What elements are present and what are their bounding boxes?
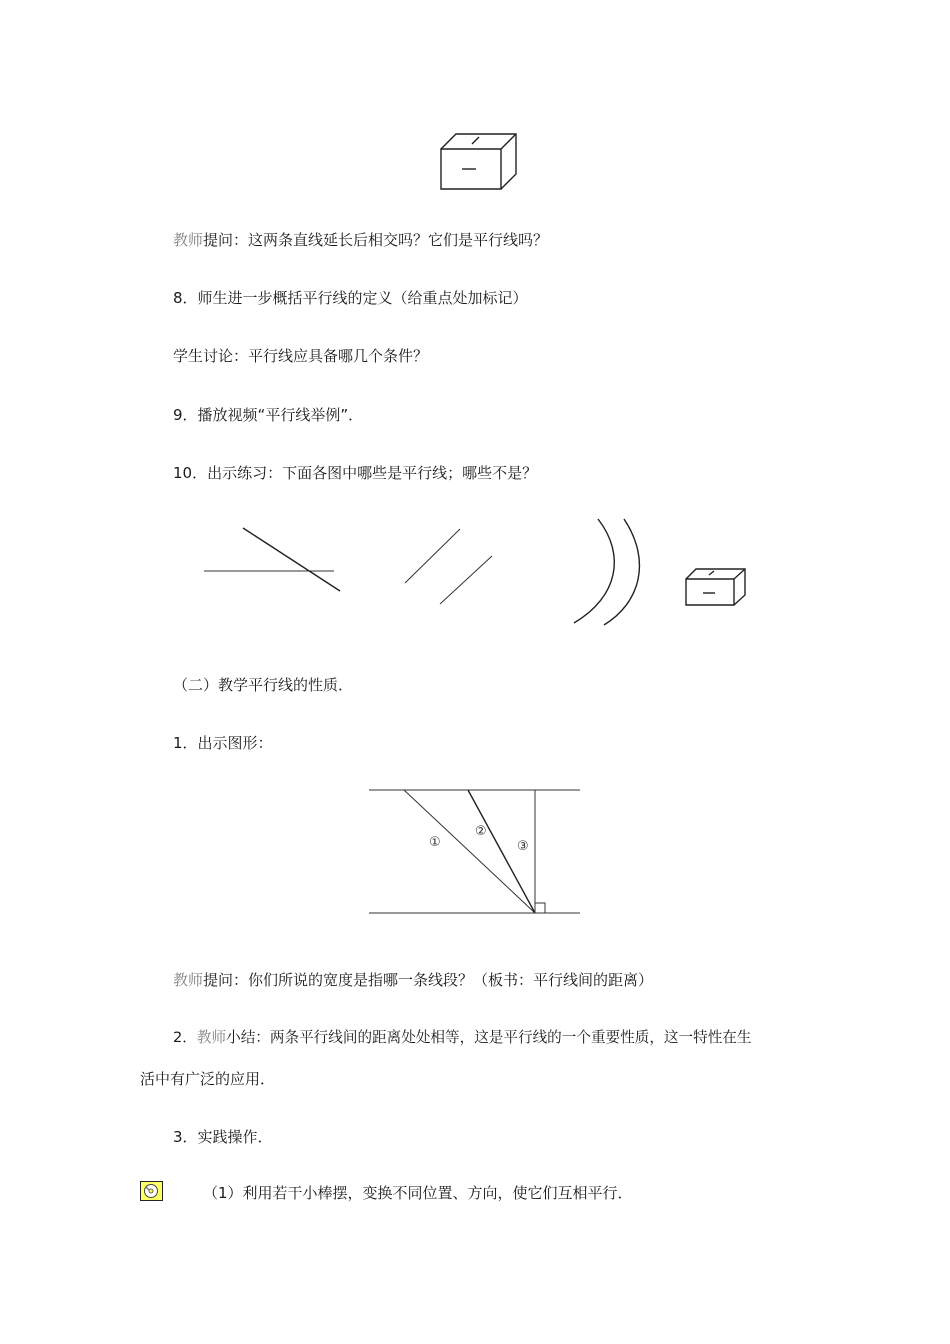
text-question-1: 提问：这两条直线延长后相交吗？它们是平行线吗？ [203,231,549,249]
text-line-5: 10．出示练习：下面各图中哪些是平行线；哪些不是？ [173,464,538,482]
text-line-3: 学生讨论：平行线应具备哪几个条件？ [173,347,429,365]
figure-parallel-segments [400,525,500,610]
text-line-6: （二）教学平行线的性质． [173,676,354,694]
cd-icon[interactable] [140,1181,163,1201]
figure-intersecting-lines [200,525,345,595]
text-line-9 [173,1028,751,1048]
label-3: ③ [517,839,529,854]
text-teacher-2: 教师 [173,971,204,989]
text-teacher-3: 教师 [196,1029,227,1046]
box-figure-small [684,567,748,609]
text-summary: 小结：两条平行线间的距离处处相等，这是平行线的一个重要性质，这一特性在生 [226,1029,752,1046]
label-2: ② [475,824,487,839]
text-line-7: 1．出示图形： [173,734,273,752]
text-question-2: 提问：你们所说的宽度是指哪一条线段？（板书：平行线间的距离） [203,971,654,989]
text-line-1 [173,230,548,250]
text-line-10: 活中有广泛的应用． [140,1070,276,1088]
figure-parallel-distance [366,785,586,920]
figure-curves [568,515,648,627]
text-line-8 [173,970,653,990]
label-1: ① [429,835,441,850]
text-line-12: （1）利用若干小棒摆，变换不同位置、方向，使它们互相平行． [203,1184,633,1202]
text-teacher: 教师 [173,231,204,249]
text-line-11: 3．实践操作． [173,1128,273,1146]
box-figure-top [438,131,518,193]
text-line-4: 9．播放视频“平行线举例”． [173,406,364,424]
text-line-2: 8．师生进一步概括平行线的定义（给重点处加标记） [173,289,528,307]
text-num-2: 2． [173,1029,197,1046]
